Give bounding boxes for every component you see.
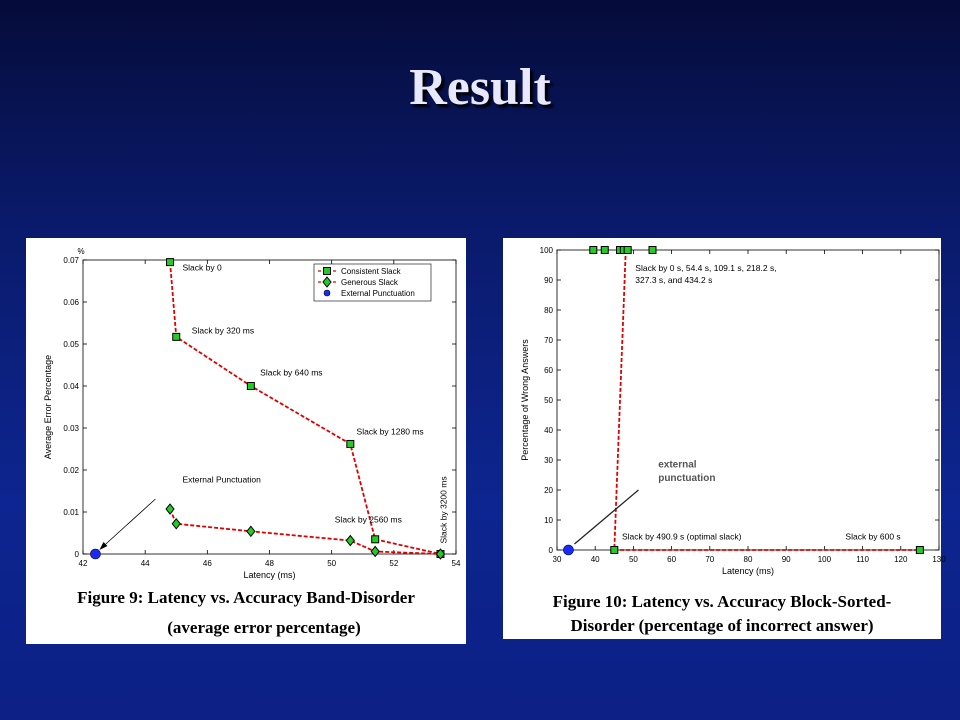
data-point-series-1 [916, 547, 923, 554]
x-axis-label: Latency (ms) [721, 566, 775, 576]
figure-9-caption-line1: Figure 9: Latency vs. Accuracy Band-Disorder [77, 588, 415, 607]
y-axis-label: Percentage of Wrong Answers [520, 339, 530, 461]
legend-label: Consistent Slack [341, 267, 401, 276]
y-tick-label: 0 [548, 546, 553, 555]
x-tick-label: 50 [327, 559, 337, 568]
y-unit-label: % [77, 247, 85, 256]
figure-10-caption-line1: Figure 10: Latency vs. Accuracy Block-Sorted- [552, 592, 892, 611]
y-tick-label: 0.01 [63, 508, 79, 517]
x-tick-label: 54 [451, 559, 461, 568]
x-tick-label: 120 [894, 555, 908, 564]
series-line [614, 250, 920, 550]
data-point-series-2 [371, 546, 379, 556]
x-axis-label: Latency (ms) [243, 570, 296, 580]
x-tick-label: 42 [78, 559, 88, 568]
y-tick-label: 0.03 [63, 424, 79, 433]
x-tick-label: 48 [265, 559, 274, 568]
series-line-1 [170, 262, 440, 554]
x-tick-label: 46 [202, 559, 212, 568]
data-point-series-2 [172, 519, 180, 529]
slide-title: Result [409, 59, 551, 116]
data-point-series-2 [346, 536, 354, 546]
figure-10-panel [503, 238, 946, 639]
legend-label: External Punctuation [341, 289, 415, 298]
annotation-label: 327.3 s, and 434.2 s [635, 275, 713, 285]
annotation-label: Slack by 3200 ms [438, 476, 449, 544]
external-punctuation-arrow [101, 499, 155, 548]
y-tick-label: 50 [544, 396, 553, 405]
y-tick-label: 70 [544, 336, 553, 345]
annotation-label: Slack by 0 [182, 262, 222, 273]
y-tick-label: 100 [539, 246, 553, 255]
y-tick-label: 80 [544, 306, 553, 315]
x-tick-label: 44 [140, 559, 150, 568]
annotation-label: External Punctuation [182, 474, 261, 485]
annotation-label: Slack by 490.9 s (optimal slack) [621, 531, 742, 542]
annotation-label: Slack by 2560 ms [334, 514, 402, 525]
data-point-series-2 [247, 526, 255, 536]
legend-marker [324, 268, 331, 275]
y-tick-label: 0.05 [63, 340, 79, 349]
y-tick-label: 10 [544, 516, 553, 525]
x-tick-label: 90 [781, 555, 791, 564]
figure-9-panel [26, 238, 466, 644]
y-tick-label: 0.07 [63, 256, 79, 265]
data-point-series-1 [173, 333, 180, 340]
x-tick-label: 52 [389, 559, 399, 568]
y-tick-label: 0.04 [63, 382, 79, 391]
annotation-label: Slack by 1280 ms [356, 426, 424, 437]
y-tick-label: 0.06 [63, 298, 79, 307]
data-point-series-1 [167, 259, 174, 266]
data-point-series-1 [624, 247, 631, 254]
chart-latency-vs-wrong-answers [503, 238, 946, 583]
data-point-series-1 [372, 536, 379, 543]
data-point-series-1 [601, 247, 608, 254]
data-point-series-1 [347, 440, 354, 447]
x-tick-label: 50 [628, 555, 638, 564]
x-tick-label: 70 [705, 555, 715, 564]
y-tick-label: 0 [74, 550, 79, 559]
annotation-label: punctuation [658, 473, 716, 484]
data-point-series-1 [611, 547, 618, 554]
data-point-series-1 [649, 247, 656, 254]
chart-latency-vs-error [26, 238, 466, 578]
data-point-series-1 [247, 383, 254, 390]
legend-label: Generous Slack [341, 278, 398, 287]
data-point-series-2 [166, 504, 174, 514]
data-point-series-2 [563, 545, 573, 555]
x-tick-label: 110 [856, 555, 869, 564]
data-point-series-1 [590, 247, 597, 254]
x-tick-label: 80 [743, 555, 753, 564]
annotation-label: Slack by 640 ms [260, 367, 323, 378]
figure-9-caption-line2: (average error percentage) [167, 618, 361, 637]
plot-area-frame [83, 260, 456, 554]
y-tick-label: 20 [544, 486, 553, 495]
x-tick-label: 130 [932, 555, 946, 564]
annotation-label: Slack by 320 ms [191, 325, 255, 336]
y-tick-label: 60 [544, 366, 553, 375]
x-tick-label: 60 [667, 555, 677, 564]
x-tick-label: 100 [817, 555, 832, 564]
annotation-label: external [658, 459, 697, 471]
y-tick-label: 40 [544, 426, 553, 435]
plot-area-frame [557, 250, 939, 550]
data-point-series-3 [90, 549, 100, 559]
y-tick-label: 0.02 [63, 466, 79, 475]
x-tick-label: 40 [590, 555, 600, 564]
annotation-label: Slack by 0 s, 54.4 s, 109.1 s, 218.2 s, [635, 263, 777, 273]
y-axis-label: Average Error Percentage [43, 354, 53, 460]
x-tick-label: 30 [552, 555, 562, 564]
y-tick-label: 90 [544, 276, 553, 285]
annotation-label: Slack by 600 s [845, 531, 901, 542]
y-tick-label: 30 [544, 456, 553, 465]
figure-10-caption-line2: Disorder (percentage of incorrect answer) [570, 616, 874, 635]
legend-marker [324, 290, 330, 296]
